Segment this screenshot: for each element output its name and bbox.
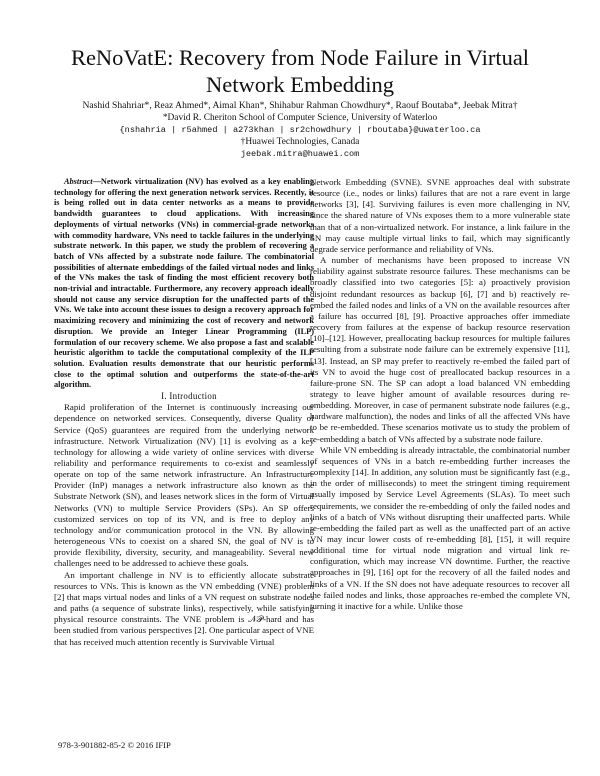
paper-title — [40, 44, 560, 98]
paragraph: While VN embedding is already intractable, the combinatorial number of sequences of VNs in a batch re-embedding further increases the complexity [14]. In addition, any solution must be significantly fast (e.g., in the order of milliseconds) to meet the stringent timing requirement usually imposed by Service Level Agreements (SLAs). To meet such requirements, we consider the re-embedding of only the failed nodes and links of a batch of VNs without disrupting their unaffected parts. While re-embedding the failed part as well as the unaffected part of an active VN may incur lower costs of re-embedding [8], [15], it will require additional time for virtual node migration and virtual link re-configuration, which may increase VN downtime. Further, the reactive approaches in [9], [16] opt for the recovery of all the failed nodes and links of a VN. If the SN does not have adequate resources to recover all the failed nodes and links, those approaches re-embed the complete VN, turning it inactive for a while. Unlike those — [310, 444, 570, 611]
right-column — [310, 177, 570, 612]
affiliation-waterloo: *David R. Cheriton School of Computer Science, University of Waterloo — [162, 113, 438, 123]
left-column — [54, 177, 314, 648]
paragraph: An important challenge in NV is to efficiently allocate substrate resources to VNs. This is known as the VN embedding (VNE) problem [2] that maps virtual nodes and links of a VN request on substrate nodes and paths (a sequence of substrate links), respectively, while satisfying physical resource constraints. The VNE problem is 𝒩𝒫-hard and has been studied from various perspectives [2]. One particular aspect of VNE that has received much attention recently is Survivable Virtual — [54, 569, 314, 647]
copyright-footer: 978-3-901882-85-2 © 2016 IFIP — [58, 740, 171, 750]
abstract-text: —Network virtualization (NV) has evolved as a key enabling technology for offering the next generation network services. Recently, it is being rolled out in data center networks as a means to provide bandwidth guarantees to cloud applications. With increasing deployments of virtual networks (VNs) in commercial-grade networks with commodity hardware, VNs need to tackle failures in the underlying substrate network. In this paper, we study the problem of recovering a batch of VNs affected by a substrate node failure. The combinatorial possibilities of alternate embeddings of the failed virtual nodes and links of the VNs makes the task of finding the most efficient recovery both non-trivial and intractable. Furthermore, any recovery approach ideally should not cause any service disruption for the unaffected parts of the VNs. We take into account these issues to design a recovery approach for maximizing recovery and minimizing the cost of recovery and network disruption. We provide an Integer Linear Programming (ILP) formulation of our recovery scheme. We also propose a fast and scalable heuristic algorithm to tackle the computational complexity of the ILP solution. Evaluation results demonstrate that our heuristic performs close to the optimal solution and outperforms the state-of-the-art algorithm. — [54, 177, 314, 390]
email-list-waterloo: {nshahria | r5ahmed | a273khan | sr2chowdhury | rboutaba}@uwaterloo.ca — [119, 125, 481, 135]
section-heading-introduction: I. Introduction — [161, 391, 217, 402]
paragraph: Rapid proliferation of the Internet is continuously increasing our dependence on networked services. Consequently, diverse Quality of Service (QoS) guarantees are required from the underlying network infrastructure. Network Virtualization (NV) [1] is evolving as a key technology for allowing a wide variety of online services with diverse reliability and performance requirements to co-exist and seamlessly operate on top of the same network infrastructure. An Infrastructure Provider (InP) manages a network infrastructure also known as the Substrate Network (SN), and leases network slices in the form of Virtual Networks (VN) to multiple Service Providers (SPs). An SP offers customized services on top of its VN, and is free to deploy any technology and/or communication protocol in the VN. By allowing heterogeneous VNs to coexist on a shared SN, the goal of NV is to provide flexibility, diversity, security, and manageability. Several new challenges need to be addressed to achieve these goals. — [54, 402, 314, 569]
email-huawei: jeebak.mitra@huawei.com — [240, 149, 360, 159]
abstract-label: Abstract — [64, 177, 93, 186]
abstract — [54, 177, 314, 391]
paragraph: A number of mechanisms have been proposed to increase VN reliability against substrate resource failures. These mechanisms can be broadly classified into two categories [5]: a) proactively provision disjoint redundant resources as backup [6], [7] and b) reactively re-embed the failed nodes and links of a VN on the available resources after a failure has occurred [8], [9]. Proactive approaches offer immediate recovery from failures at the expense of backup resource reservation [10]–[12]. However, preallocating backup resources for multiple failures resulting from a substrate node failure can be extremely expensive [11], [13]. Instead, an SP may prefer to reactively re-embed the failed part of its VN to avoid the huge cost of preallocated backup resources in a failure-prone SN. The SP can adopt a load balanced VN embedding strategy to leave higher amount of available resources during re-embedding. Moreover, in case of permanent substrate node failures (e.g., hardware malfunction), the nodes and links of all the affected VNs have to be re-embedded. These scenarios motivate us to study the problem of re-embedding a batch of VNs affected by a substrate node failure. — [310, 255, 570, 444]
title-line-1: ReNoVatE: Recovery from Node Failure in Virtual — [70, 45, 530, 70]
author-list: Nashid Shahriar*, Reaz Ahmed*, Aimal Khan*, Shihabur Rahman Chowdhury*, Raouf Boutaba*, Jeebak Mitra† — [82, 100, 518, 111]
paragraph: Network Embedding (SVNE). SVNE approaches deal with substrate resource (i.e., nodes or links) failures that are not a rare event in large networks [3], [4]. Surviving failures is even more challenging in NV, since the shared nature of VNs exposes them to a more vulnerable state than that of a non-virtualized network. For instance, a link failure in the SN may cause multiple virtual links to fail, which may significantly degrade service performance and reliability of VNs. — [310, 177, 570, 254]
title-line-2: Network Embedding — [205, 72, 395, 97]
affiliation-huawei: †Huawei Technologies, Canada — [240, 137, 360, 147]
